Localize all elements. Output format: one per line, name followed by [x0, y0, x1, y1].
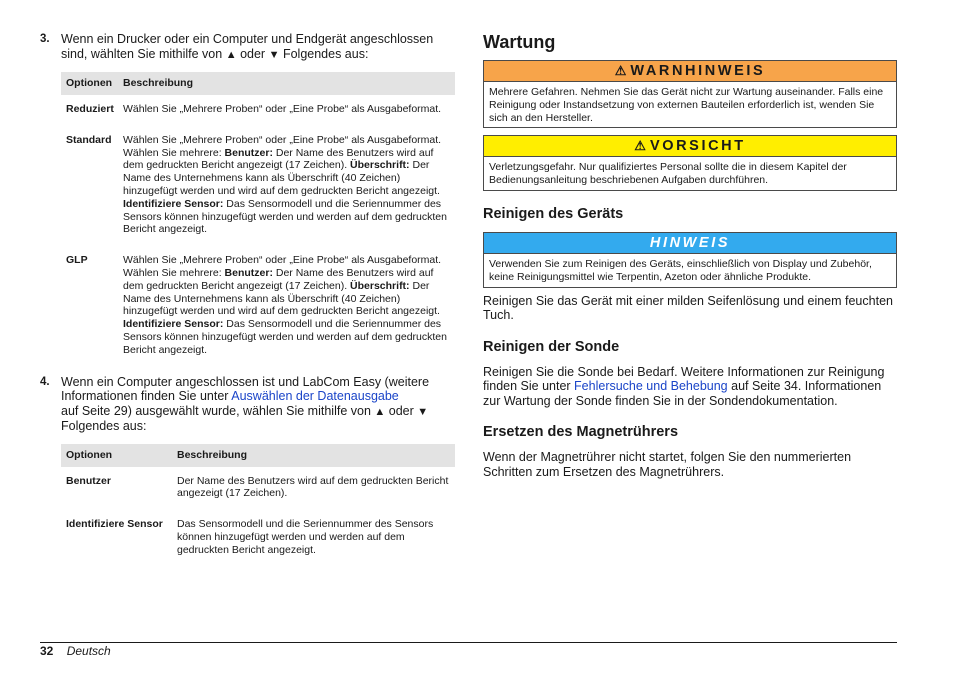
description-text: Das Sensormodell und die Seriennummer des Sensors können hinzugefügt werden und werden auf dem gedruckten Bericht angezeigt. [123, 318, 447, 356]
step-text: auf Seite 29) ausgewählt wurde, wählen Sie mithilfe von [61, 403, 371, 418]
header-optionen: Optionen [66, 448, 113, 461]
option-name: Identifiziere Sensor [66, 518, 163, 531]
page-footer [40, 644, 111, 658]
caution-label: VORSICHT [649, 138, 746, 155]
option-name: GLP [66, 254, 88, 267]
note-label: HINWEIS [649, 234, 731, 251]
paragraph-text: auf Seite 34. Informationen zur Wartung der Sonde finden Sie in der Sondendokumentation. [483, 379, 882, 408]
step-4 [40, 375, 455, 434]
description-text: Wählen Sie „Mehrere Proben“ oder „Eine Probe“ als Ausgabeformat. Wählen Sie mehrere: [123, 133, 442, 159]
description-text: Wählen Sie „Mehrere Proben“ oder „Eine Probe“ als Ausgabeformat. [123, 103, 442, 115]
option-description [177, 518, 455, 556]
option-name: Benutzer [66, 474, 111, 487]
description-bold-term: Überschrift: [350, 159, 410, 172]
description-bold-term: Überschrift: [350, 279, 410, 292]
table-row [61, 467, 455, 513]
options-table-2 [61, 444, 455, 569]
description-text: Der Name des Unternehmens kann als Überschrift (40 Zeichen) hinzugefügt werden und wird auf dem gedruckten Bericht angezeigt. [123, 279, 440, 318]
table-header [61, 444, 455, 467]
step-text: Folgendes aus: [61, 419, 147, 434]
option-name: Standard [66, 133, 112, 146]
header-beschreibung: Beschreibung [177, 448, 248, 461]
left-column [40, 32, 455, 569]
footer-divider [40, 642, 897, 643]
options-table-1 [61, 72, 455, 369]
step-number: 3. [40, 33, 50, 45]
heading-reinigen-geraet: Reinigen des Geräts [483, 205, 624, 222]
step-text: Wenn ein Computer angeschlossen ist und LabCom Easy (weitere Informationen finden Sie unter [61, 374, 430, 404]
warning-text: Mehrere Gefahren. Nehmen Sie das Gerät nicht zur Wartung auseinander. Falls eine Reinigung oder Instandsetzung von externen Bauteilen erforderlich ist, wenden Sie sich an den Hersteller. [489, 86, 884, 124]
page-number: 32 [40, 644, 54, 658]
option-description [123, 134, 455, 236]
note-text: Verwenden Sie zum Reinigen des Geräts, einschließlich von Display und Zubehör, keine Reinigungsmittel wie Terpentin, Azeton oder ähnliche Produkte. [489, 257, 872, 283]
option-description [123, 254, 455, 356]
up-arrow-icon: ▲ [374, 405, 386, 418]
option-description [177, 475, 455, 501]
link-auswaehlen-datenausgabe[interactable]: Auswählen der Datenausgabe [231, 389, 399, 404]
description-bold-term: Identifiziere Sensor: [123, 318, 224, 331]
right-column [483, 32, 897, 479]
section-title-wartung: Wartung [483, 32, 556, 52]
description-text: Der Name des Benutzers wird auf dem gedruckten Bericht angezeigt (17 Zeichen). [123, 266, 434, 292]
description-bold-term: Identifiziere Sensor: [123, 197, 224, 210]
paragraph-ersetzen-magnetruehrer: Wenn der Magnetrührer nicht startet, folgen Sie den nummerierten Schritten zum Ersetzen des Magnetrührers. [483, 450, 852, 479]
warning-triangle-icon: ⚠ [614, 63, 627, 78]
note-header [484, 233, 896, 254]
step-text: Folgendes aus: [282, 46, 369, 61]
option-name: Reduziert [66, 103, 114, 115]
warning-triangle-icon: ⚠ [634, 138, 646, 154]
paragraph-reinigen-geraet: Reinigen Sie das Gerät mit einer milden Seifenlösung und einem feuchten Tuch. [483, 293, 893, 323]
step-3 [40, 32, 455, 62]
caution-box [483, 135, 897, 191]
description-text: Das Sensormodell und die Seriennummer des Sensors können hinzugefügt werden und werden auf dem gedruckten Bericht angezeigt. [177, 518, 434, 556]
table-row [61, 248, 455, 368]
caution-text: Verletzungsgefahr. Nur qualifiziertes Personal sollte die in diesem Kapitel der Bedienungsanleitung beschriebenen Aufgaben durchführen. [489, 161, 847, 187]
description-text: Wählen Sie „Mehrere Proben“ oder „Eine Probe“ als Ausgabeformat. Wählen Sie mehrere: [123, 254, 442, 279]
warning-header [484, 61, 896, 82]
caution-header [484, 136, 896, 157]
header-beschreibung: Beschreibung [123, 77, 194, 90]
step-number: 4. [40, 375, 50, 388]
paragraph-reinigen-sonde [483, 365, 897, 409]
step-text: Wenn ein Drucker oder ein Computer und Endgerät angeschlossen sind, wählten Sie mithilfe von [61, 32, 434, 61]
description-bold-term: Benutzer: [224, 146, 273, 159]
description-text: Der Name des Benutzers wird auf dem gedruckten Bericht angezeigt (17 Zeichen). [177, 474, 449, 500]
table-row [61, 128, 455, 248]
description-text: Der Name des Benutzers wird auf dem gedruckten Bericht angezeigt (17 Zeichen). [123, 146, 434, 172]
step-text: oder [388, 403, 414, 418]
heading-reinigen-sonde: Reinigen der Sonde [483, 338, 620, 355]
table-row [61, 95, 455, 128]
footer-language: Deutsch [66, 644, 111, 658]
description-text: Der Name des Unternehmens kann als Überschrift (40 Zeichen) hinzugefügt werden und wird auf dem gedruckten Bericht angezeigt. [123, 159, 440, 197]
up-arrow-icon: ▲ [225, 48, 237, 61]
header-optionen: Optionen [66, 77, 113, 90]
description-text: Das Sensormodell und die Seriennummer des Sensors können hinzugefügt werden und werden auf dem gedruckten Bericht angezeigt. [123, 197, 447, 236]
heading-ersetzen-magnetruehrer: Ersetzen des Magnetrührers [483, 424, 679, 441]
warning-label: WARNHINWEIS [630, 63, 766, 79]
table-row [61, 512, 455, 568]
link-fehlersuche-behebung[interactable]: Fehlersuche und Behebung [574, 379, 728, 394]
down-arrow-icon: ▼ [268, 48, 280, 61]
table-header [61, 72, 455, 95]
step-text: oder [240, 46, 266, 61]
down-arrow-icon: ▼ [417, 405, 429, 418]
warning-box [483, 60, 897, 128]
description-bold-term: Benutzer: [224, 266, 273, 279]
note-box [483, 232, 897, 288]
option-description [123, 103, 455, 116]
paragraph-text: Reinigen Sie die Sonde bei Bedarf. Weitere Informationen zur Reinigung finden Sie unter [483, 364, 885, 394]
